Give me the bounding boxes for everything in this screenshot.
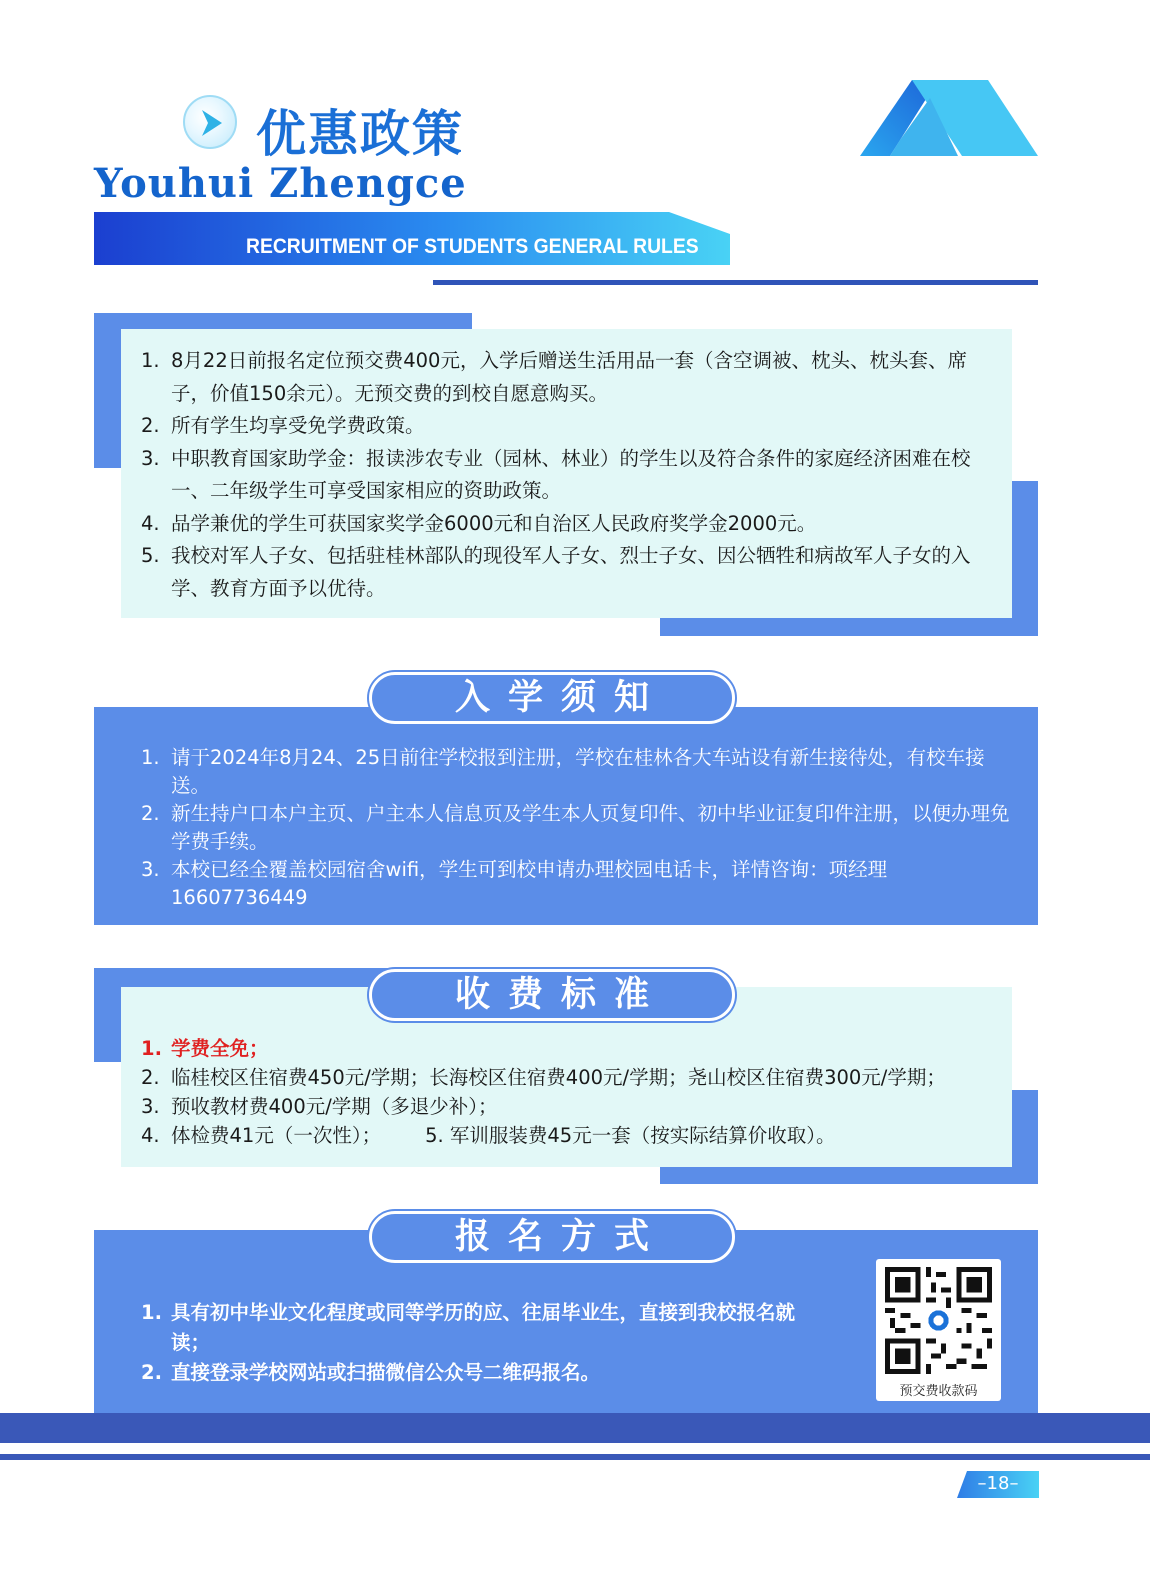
list-item: 5. 我校对军人子女、包括驻桂林部队的现役军人子女、烈士子女、因公牺牲和病故军人子女的入学、教育方面予以优待。 [141,544,971,600]
page-number: –18– [977,1473,1019,1494]
list-item: 1. 学费全免； [141,1037,269,1060]
qr-caption: 预交费收款码 [899,1384,978,1399]
list-item: 1. 8月22日前报名定位预交费400元，入学后赠送生活用品一套（含空调被、枕头、枕头套、席子，价值150余元）。无预交费的到校自愿意购买。 [141,349,967,405]
triangle-logo-icon [860,80,1038,156]
list-item: 3. 中职教育国家助学金：报读涉农专业（园林、林业）的学生以及符合条件的家庭经济困难在校一、二年级学生可享受国家相应的资助政策。 [141,446,971,502]
arrow-circle-icon [183,95,237,149]
list-item: 2. 直接登录学校网站或扫描微信公众号二维码报名。 [141,1361,601,1384]
list-item: 3. 本校已经全覆盖校园宿舍wifi，学生可到校申请办理校园电话卡，详情咨询：项经理 16607736449 [141,858,888,909]
list-item: 2. 所有学生均享受免学费政策。 [141,414,425,437]
page-subtitle: Youhui Zhengce [94,160,467,207]
list-item: 4. 体检费41元（一次性）； 5. 军训服装费45元一套（按实际结算价收取）。 [141,1124,836,1147]
registration-list [141,1298,821,1388]
list-item: 1. 具有初中毕业文化程度或同等学历的应、往届毕业生，直接到我校报名就读； [141,1301,796,1354]
fees-list [141,1034,1021,1150]
footer-rule [0,1454,1150,1460]
enrollment-heading: 入学须知 [369,672,735,724]
header-rule [433,280,1038,285]
list-item: 1. 请于2024年8月24、25日前往学校报到注册，学校在桂林各大车站设有新生接待处，有校车接送。 [141,746,985,797]
list-item: 4. 品学兼优的学生可获国家奖学金6000元和自治区人民政府奖学金2000元。 [141,511,817,535]
registration-heading: 报名方式 [369,1211,735,1263]
discount-list [141,345,1001,605]
qr-code-icon[interactable] [885,1267,992,1374]
list-item: 3. 预收教材费400元/学期（多退少补）； [141,1095,498,1118]
payment-qr-card[interactable] [876,1259,1001,1401]
banner-text: RECRUITMENT OF STUDENTS GENERAL RULES [246,235,699,258]
list-item: 2. 新生持户口本户主页、户主本人信息页及学生本人页复印件、初中毕业证复印件注册，以便办理免学费手续。 [141,802,1010,853]
fees-heading: 收费标准 [369,969,735,1021]
enrollment-list [141,744,1021,912]
page-title: 优惠政策 [256,105,464,163]
list-item: 2. 临桂校区住宿费450元/学期；长海校区住宿费400元/学期；尧山校区住宿费300元/学期； [141,1066,946,1089]
footer-bar [0,1413,1150,1443]
